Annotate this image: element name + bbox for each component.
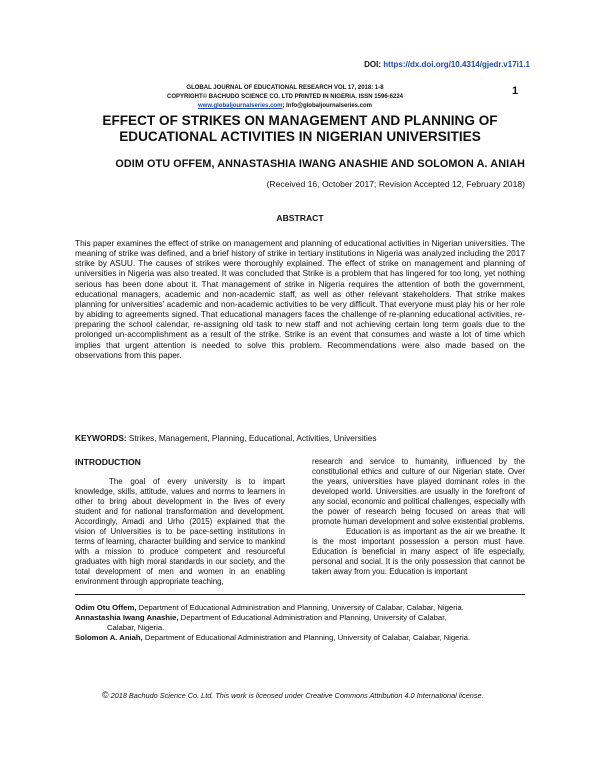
introduction-heading: INTRODUCTION [75, 457, 141, 467]
affiliation-2 [75, 613, 525, 623]
license-line [102, 690, 532, 700]
affiliation-text: Department of Educational Administration and Planning, University of Calabar, Calabar, Nigeria. [142, 633, 471, 642]
affiliation-text: Department of Educational Administration and Planning, University of Calabar, Calabar, Nigeria. [136, 603, 464, 612]
journal-copyright: COPYRIGHT© BACHUDO SCIENCE CO. LTD PRINTED IN NIGERIA. ISSN 1596-6224 [166, 94, 403, 100]
journal-contact [150, 102, 420, 111]
article-title: EFFECT OF STRIKES ON MANAGEMENT AND PLANNING OF EDUCATIONAL ACTIVITIES IN NIGERIAN UNIVERSITIES [102, 113, 498, 144]
intro-paragraph-1: The goal of every university is to impart knowledge, skills, attitude, values and norms to learners in other to bring about development in the lives of every student and for national transformation and development. Accordingly, Amadi and Urho (2015) explained that the vision of Universities is to be pace-setting institutions in terms of learning, character building and service to mankind with a mission to produce competent and resourceful graduates with high moral standards in our society, and the total development of men and women in an enabling environment through appropriate teaching, [75, 477, 285, 586]
article-authors: ODIM OTU OFFEM, ANNASTASHIA IWANG ANASHIE AND SOLOMON A. ANIAH [115, 158, 525, 170]
intro-column-left [75, 477, 285, 587]
journal-header [150, 84, 420, 111]
abstract-text: This paper examines the effect of strike on management and planning of educational activities in Nigerian universities. The meaning of strike was defined, and a brief history of strike in tertiary institutions in Nigeria was analyzed including the 2017 strike by ASUU. The causes of strikes were thoroughly explained. The effect of strike on management and planning of universities in Nigeria was also treated. It was concluded that Strike is a problem that has lingered for too long, yet nothing serious has been done about it. That management of strike in Nigeria requires the attention of both the government, educational managers, academic and non-academic staff, as well as other relevant stakeholders. That strike makes planning for universities' academic and non-academic activities to be very difficult. That everyone must play his or her role by abiding to agreements signed. That educational managers faces the challenge of re-planning educational activities, re-preparing the school calendar, re-assigning old task to new staff and not achieving certain long term goals due to the prolonged un-accomplishment as a result of the strike. Strike is an event that consumes and waste a lot of time which implies that urgent attention is needed to solve this problem. Recommendations were also made based on the observations from this paper. [75, 238, 525, 360]
intro-column-right [312, 457, 525, 577]
keywords-label: KEYWORDS: [75, 433, 127, 443]
affiliation-name: Odim Otu Offem, [75, 603, 137, 612]
journal-site-link[interactable]: www.globaljournalseries.com [198, 103, 283, 109]
doi-link[interactable]: https://dx.doi.org/10.4314/gjedr.v17i1.1 [383, 60, 530, 69]
affiliation-name: Solomon A. Aniah, [75, 633, 143, 642]
intro-paragraph-2: research and service to humanity, influenced by the constitutional ethics and culture of our Nigerian state. Over the years, universities have played dominant roles in the developed world. Universities are usually in the forefront of any social, economic and political challenges, especially with the power of research being focused on areas that will promote human development and solve existential problems. [312, 457, 525, 526]
affiliation-name: Annastashia Iwang Anashie, [75, 613, 179, 622]
keywords [75, 433, 525, 443]
affiliation-2-continued: Calabar, Nigeria. [107, 623, 165, 632]
received-dates: (Received 16, October 2017; Revision Accepted 12, February 2018) [266, 179, 525, 189]
intro-paragraph-3: Education is as important as the air we breathe. It is the most important possession a person must have. Education is beneficial in many aspect of life especially, personal and social. It is the only possession that cannot be taken away from you. Education is important [312, 527, 525, 576]
affiliation-text: Department of Educational Administration and Planning, University of Calabar, [178, 613, 447, 622]
journal-email: ; Info@globaljournalseries.com [282, 103, 372, 109]
copyright-symbol: © [102, 690, 109, 700]
keywords-list: Strikes, Management, Planning, Educational, Activities, Universities [126, 433, 377, 443]
affiliation-3 [75, 633, 525, 643]
doi-line [364, 60, 530, 69]
author-affiliations [75, 603, 525, 643]
footnote-divider [75, 594, 525, 595]
license-text: 2018 Bachudo Science Co. Ltd. This work is licensed under Creative Commons Attribution 4.0 International license. [108, 691, 484, 700]
page-number: 1 [512, 85, 519, 97]
affiliation-1 [75, 603, 525, 613]
journal-volume: GLOBAL JOURNAL OF EDUCATIONAL RESEARCH VOL 17, 2018: 1-8 [186, 85, 384, 91]
doi-label: DOI: [364, 60, 382, 69]
abstract-heading: ABSTRACT [276, 213, 324, 223]
